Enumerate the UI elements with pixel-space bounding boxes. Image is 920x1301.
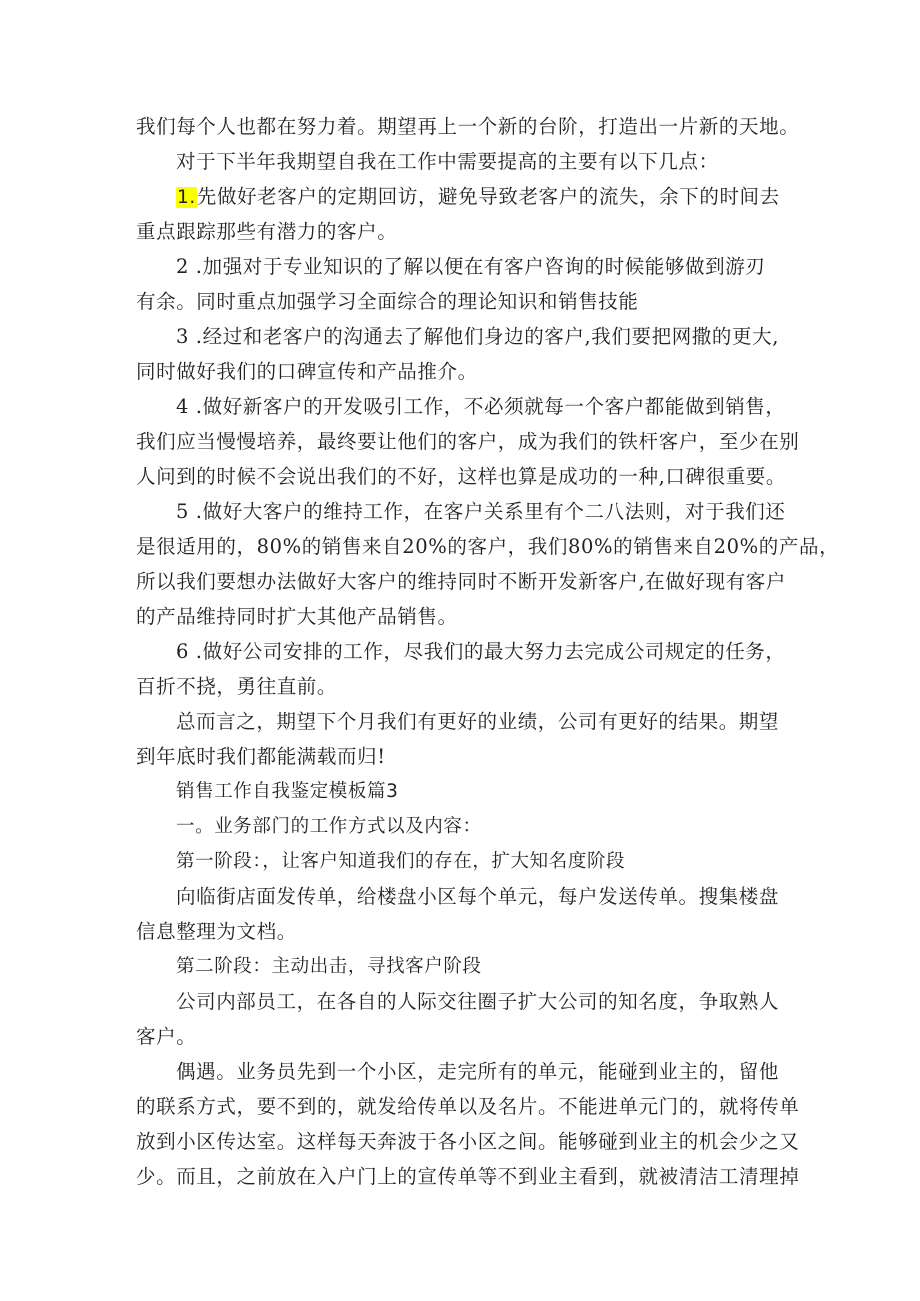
paragraph-line: 向临街店面发传单，给楼盘小区每个单元，每户发送传单。搜集楼盘: [176, 885, 780, 908]
highlighted-list-number: 1.: [177, 187, 196, 208]
list-item-6-first-line: 6 .做好公司安排的工作，尽我们的最大努力去完成公司规定的任务，: [176, 640, 786, 663]
list-item-3-first-line: 3 .经过和老客户的沟通去了解他们身边的客户,我们要把网撒的更大,: [176, 325, 780, 348]
paragraph-line: 偶遇。业务员先到一个小区，走完所有的单元，能碰到业主的，留他: [176, 1060, 780, 1083]
list-item-1-first-line: [176, 180, 780, 215]
paragraph-line: 的产品维持同时扩大其他产品销售。: [136, 605, 458, 628]
paragraph-line: 我们每个人也都在努力着。期望再上一个新的台阶，打造出一片新的天地。: [136, 115, 800, 138]
stage-heading: 第二阶段：主动出击，寻找客户阶段: [176, 956, 482, 977]
paragraph-line: 我们应当慢慢培养，最终要让他们的客户，成为我们的铁杆客户，至少在别: [136, 430, 800, 453]
paragraph-line: 少。而且，之前放在入户门上的宣传单等不到业主看到，就被清洁工清理掉: [136, 1165, 800, 1188]
paragraph-line: 放到小区传达室。这样每天奔波于各小区之间。能够碰到业主的机会少之又: [136, 1130, 800, 1153]
paragraph-line: 重点跟踪那些有潜力的客户。: [136, 220, 398, 243]
paragraph-line: 公司内部员工，在各自的人际交往圈子扩大公司的知名度，争取熟人: [176, 990, 780, 1013]
list-item-2-first-line: 2 .加强对于专业知识的了解以便在有客户咨询的时候能够做到游刃: [176, 255, 766, 278]
paragraph-line: 同时做好我们的口碑宣传和产品推介。: [136, 360, 478, 383]
paragraph-line: 人问到的时候不会说出我们的不好，这样也算是成功的一种,口碑很重要。: [136, 465, 786, 488]
paragraph-line: 是很适用的，80%的销售来自20%的客户，我们80%的销售来自20%的产品，: [136, 535, 840, 558]
paragraph-line: 对于下半年我期望自我在工作中需要提高的主要有以下几点：: [176, 150, 719, 173]
paragraph-line: 百折不挠，勇往直前。: [136, 675, 338, 698]
paragraph-line: 到年底时我们都能满载而归!: [136, 745, 386, 768]
paragraph-line: 有余。同时重点加强学习全面综合的理论知识和销售技能: [136, 290, 639, 313]
section-heading: 销售工作自我鉴定模板篇3: [176, 781, 399, 802]
stage-heading: 第一阶段：，让客户知道我们的存在，扩大知名度阶段: [176, 851, 626, 872]
subheading: 一。业务部门的工作方式以及内容：: [176, 816, 482, 837]
paragraph-line: 总而言之，期望下个月我们有更好的业绩，公司有更好的结果。期望: [176, 710, 780, 733]
paragraph-line: 信息整理为文档。: [136, 920, 297, 943]
list-item-5-first-line: 5 .做好大客户的维持工作，在客户关系里有个二八法则，对于我们还: [176, 500, 786, 523]
paragraph-line: 的联系方式，要不到的，就发给传单以及名片。不能进单元门的，就将传单: [136, 1095, 800, 1118]
paragraph-line: 所以我们要想办法做好大客户的维持同时不断开发新客户,在做好现有客户: [136, 570, 786, 593]
list-item-4-first-line: 4 .做好新客户的开发吸引工作，不必须就每一个客户都能做到销售，: [176, 395, 786, 418]
paragraph-line: 先做好老客户的定期回访，避免导致老客户的流失，余下的时间去: [196, 185, 780, 208]
paragraph-line: 客户。: [136, 1025, 197, 1048]
